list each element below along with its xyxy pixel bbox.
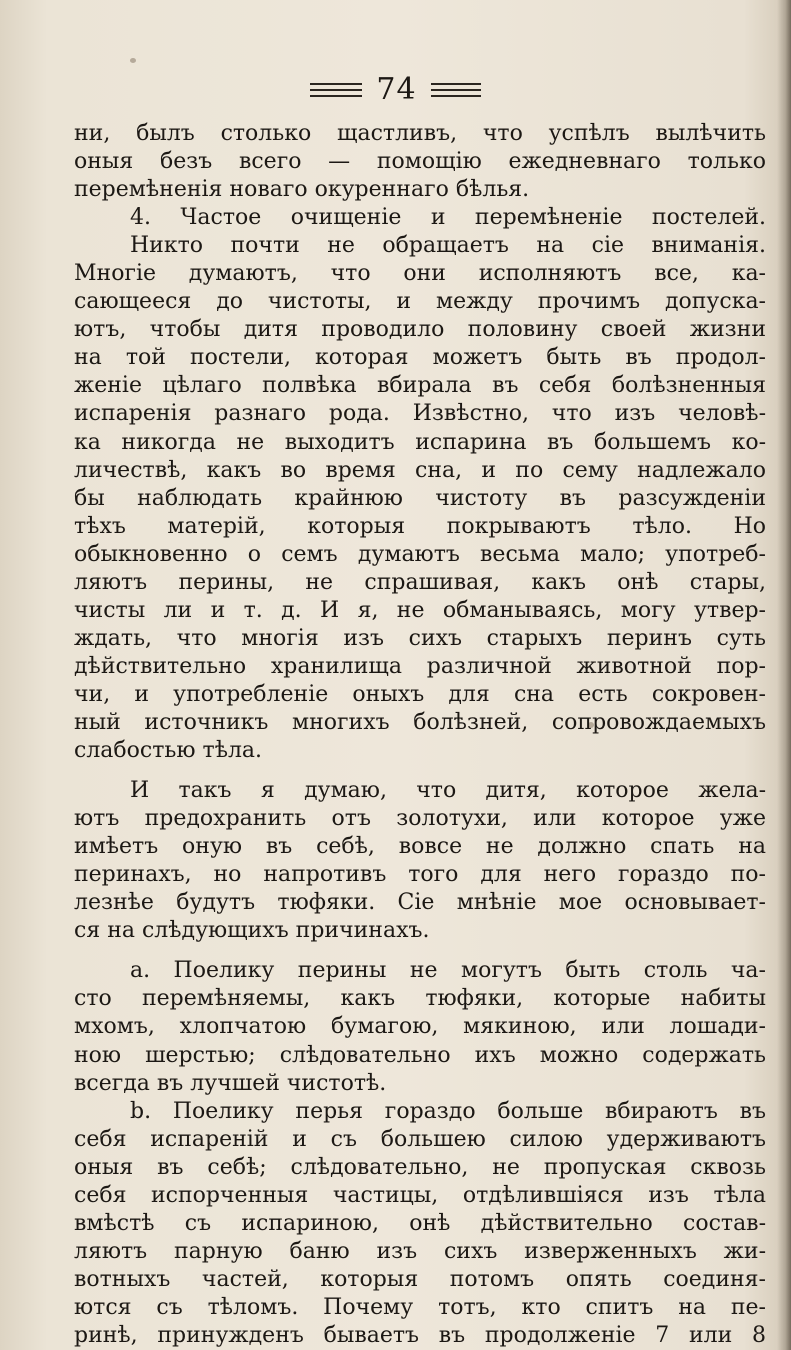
text-line: женіе цѣлаго полвѣка вбирала въ себя болѣзненныя bbox=[74, 373, 766, 399]
list-item-a: а. Поелику перины не могутъ быть столь ча- bbox=[130, 958, 766, 984]
text-line: вотныхъ частей, которыя потомъ опять соединя- bbox=[74, 1266, 766, 1292]
text-line: ною шерстью; слѣдовательно ихъ можно содержать bbox=[74, 1042, 766, 1068]
text-line: оныя безъ всего — помощію ежедневнаго только bbox=[74, 149, 766, 175]
text-line: обыкновенно о семъ думаютъ весьма мало; употреб- bbox=[74, 541, 766, 567]
header-rule-left bbox=[310, 83, 362, 97]
text-line: ни, былъ столько щастливъ, что успѣлъ вылѣчить bbox=[74, 121, 766, 146]
text-line: испаренія разнаго рода. Извѣстно, что изъ человѣ- bbox=[74, 401, 766, 427]
text-line: бы наблюдать крайнюю чистоту въ разсужденіи bbox=[74, 485, 766, 511]
paragraph-gap bbox=[74, 765, 766, 777]
text-line: ный источникъ многихъ болѣзней, сопровождаемыхъ bbox=[74, 709, 766, 735]
text-line: имѣетъ оную въ себѣ, вовсе не должно спать на bbox=[74, 834, 766, 860]
text-line: ся на слѣдующихъ причинахъ. bbox=[74, 918, 430, 944]
text-line: вмѣстѣ съ испариною, онѣ дѣйствительно состав- bbox=[74, 1210, 766, 1236]
text-line: ждать, что многія изъ сихъ старыхъ перинъ суть bbox=[74, 625, 766, 651]
text-line: слабостью тѣла. bbox=[74, 738, 263, 764]
text-line: себя испорченныя частицы, отдѣлившіяся изъ тѣла bbox=[74, 1182, 766, 1208]
section-heading: 4. Частое очищеніе и перемѣненіе постелей. bbox=[130, 205, 766, 231]
text-line: оныя въ себѣ; слѣдовательно, не пропуская сквозь bbox=[74, 1154, 766, 1180]
text-line: сающееся до чистоты, и между прочимъ допуска- bbox=[74, 289, 766, 315]
text-line: Никто почти не обращаетъ на сіе вниманія. bbox=[130, 233, 766, 259]
text-line: ютъ предохранить отъ золотухи, или которое уже bbox=[74, 806, 766, 832]
text-line: тѣхъ матерій, которыя покрываютъ тѣло. Но bbox=[74, 513, 766, 539]
text-line: на той постели, которая можетъ быть въ продол- bbox=[74, 345, 766, 371]
text-line: ются съ тѣломъ. Почему тотъ, кто спитъ на пе- bbox=[74, 1294, 766, 1320]
text-line: личествѣ, какъ во время сна, и по сему надлежало bbox=[74, 457, 766, 483]
body-text bbox=[74, 120, 766, 1350]
text-line: лезнѣе будутъ тюфяки. Сіе мнѣніе мое основывает- bbox=[74, 890, 766, 916]
text-line: ринѣ, принужденъ бываетъ въ продолженіе 7 или 8 bbox=[74, 1322, 766, 1348]
text-line: И такъ я думаю, что дитя, которое жела- bbox=[130, 778, 766, 804]
text-line: всегда въ лучшей чистотѣ. bbox=[74, 1070, 387, 1096]
ink-spot bbox=[130, 58, 136, 63]
list-item-b: b. Поелику перья гораздо больше вбираютъ въ bbox=[130, 1098, 766, 1124]
text-line: дѣйствительно хранилища различной животной пор- bbox=[74, 653, 766, 679]
text-line: чисты ли и т. д. И я, не обманываясь, могу утвер- bbox=[74, 597, 766, 623]
text-line: мхомъ, хлопчатою бумагою, мякиною, или лошади- bbox=[74, 1014, 766, 1040]
text-line: ляютъ перины, не спрашивая, какъ онѣ стары, bbox=[74, 569, 766, 595]
text-line: себя испареній и съ большею силою удерживаютъ bbox=[74, 1126, 766, 1152]
text-line: перемѣненія новаго окуреннаго бѣлья. bbox=[74, 177, 530, 203]
text-line: чи, и употребленіе оныхъ для сна есть сокровен- bbox=[74, 681, 766, 707]
page-edge-shadow bbox=[777, 0, 791, 1350]
page-header bbox=[0, 70, 791, 110]
text-line: сто перемѣняемы, какъ тюфяки, которые набиты bbox=[74, 986, 766, 1012]
paragraph-gap bbox=[74, 945, 766, 957]
text-line: перинахъ, но напротивъ того для него гораздо по- bbox=[74, 862, 766, 888]
text-line: ютъ, чтобы дитя проводило половину своей жизни bbox=[74, 317, 766, 343]
text-line: ка никогда не выходитъ испарина въ большемъ ко- bbox=[74, 429, 766, 455]
text-line: ляютъ парную баню изъ сихъ изверженныхъ жи- bbox=[74, 1238, 766, 1264]
page-number: 74 bbox=[376, 72, 417, 107]
text-line: Многіе думаютъ, что они исполняютъ все, ка- bbox=[74, 261, 766, 287]
header-rule-right bbox=[431, 83, 481, 97]
